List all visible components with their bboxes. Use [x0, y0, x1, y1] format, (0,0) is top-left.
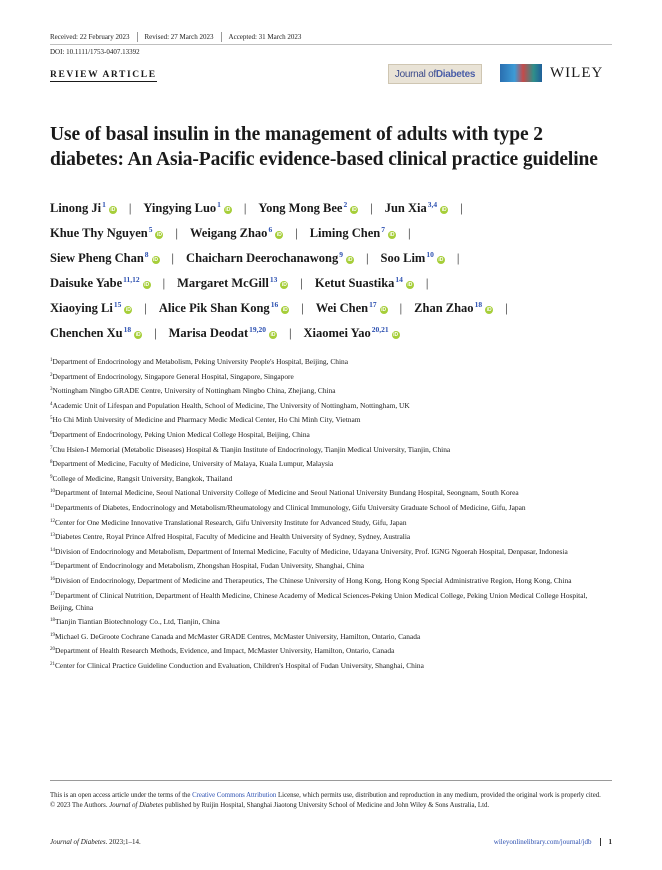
- footer-citation: [50, 838, 141, 846]
- orcid-icon[interactable]: iD: [351, 207, 357, 213]
- author-affiliation-ref[interactable]: 18: [123, 325, 132, 334]
- orcid-icon[interactable]: iD: [276, 232, 282, 238]
- author-name-text: Yingying Luo: [143, 201, 217, 215]
- orcid-icon[interactable]: iD: [125, 307, 131, 313]
- affiliation-number: 12: [50, 518, 55, 524]
- copyright-pre: © 2023 The Authors.: [50, 801, 110, 809]
- journal-logo-text-a: Journal of: [394, 68, 436, 80]
- orcid-icon[interactable]: iD: [282, 307, 288, 313]
- author-separator: |: [171, 251, 175, 265]
- author-separator: |: [456, 251, 460, 265]
- author-separator: |: [366, 251, 369, 265]
- affiliation-item: [50, 472, 612, 485]
- orcid-icon[interactable]: iD: [486, 307, 492, 313]
- accepted-date: Accepted: 31 March 2023: [228, 33, 302, 41]
- affiliation-number: 13: [50, 533, 55, 539]
- author-name-text: Linong Ji: [50, 201, 102, 215]
- footer-right: [494, 838, 612, 846]
- orcid-icon[interactable]: iD: [441, 207, 447, 213]
- author-name-text: Siew Pheng Chan: [50, 251, 144, 265]
- author-affiliation-ref[interactable]: 3,4: [427, 200, 438, 209]
- affiliation-number: 18: [50, 618, 55, 624]
- author-affiliation-ref[interactable]: 7: [381, 225, 385, 234]
- affiliation-number: 8: [50, 460, 53, 466]
- author-name-text: Soo Lim: [380, 251, 426, 265]
- author-name[interactable]: [381, 251, 445, 265]
- author-affiliation-ref[interactable]: 5: [148, 225, 153, 234]
- author-name-text: Chaicharn Deerochanawong: [186, 251, 339, 265]
- affiliation-item: [50, 545, 612, 558]
- license-text: [50, 791, 612, 801]
- affiliation-item: [50, 516, 612, 529]
- affiliation-number: 21: [50, 661, 55, 667]
- affiliation-text: Department of Health Research Methods, Evidence, and Impact, McMaster University, Hamilton, Ontario, Canada: [55, 646, 395, 656]
- affiliation-item: [50, 574, 612, 587]
- author-name[interactable]: [315, 276, 414, 290]
- author-affiliation-ref[interactable]: 6: [268, 225, 273, 234]
- author-affiliation-ref[interactable]: 9: [339, 250, 344, 259]
- author-separator: |: [295, 226, 298, 240]
- journal-logo: [388, 64, 482, 84]
- author-name[interactable]: [50, 201, 117, 215]
- affiliation-text: Tianjin Tiantian Biotechnology Co., Ltd, Tianjin, China: [55, 617, 220, 627]
- affiliation-list: [50, 355, 612, 672]
- article-type: REVIEW ARTICLE: [50, 70, 157, 80]
- author-list: [50, 194, 612, 344]
- author-name[interactable]: [304, 326, 400, 340]
- copyright-text: [50, 801, 612, 811]
- author-separator: |: [288, 326, 292, 340]
- author-affiliation-ref[interactable]: 11,12: [123, 275, 140, 284]
- author-name-text: Xiaoying Li: [50, 301, 113, 315]
- author-name-text: Chenchen Xu: [50, 326, 123, 340]
- author-affiliation-ref[interactable]: 14: [395, 275, 403, 284]
- affiliation-text: Center for One Medicine Innovative Translational Research, Gifu University Institute for Advanced Study, Gifu, Japan: [55, 517, 407, 527]
- affiliation-text: Center for Clinical Practice Guideline Conduction and Evaluation, Children's Hospital of Fudan University, Shanghai, China: [55, 660, 424, 670]
- author-name-text: Alice Pik Shan Kong: [158, 301, 270, 315]
- author-affiliation-ref[interactable]: 20,21: [371, 325, 389, 334]
- author-name-text: Xiaomei Yao: [303, 326, 371, 340]
- license-notice: [50, 780, 612, 810]
- affiliation-number: 6: [50, 430, 53, 436]
- author-separator: |: [460, 201, 463, 215]
- license-link[interactable]: Creative Commons Attribution: [192, 792, 277, 799]
- affiliation-number: 9: [50, 474, 53, 480]
- author-name[interactable]: [50, 326, 142, 340]
- affiliation-text: Department of Medicine, Faculty of Medicine, University of Malaya, Kuala Lumpur, Malaysia: [52, 459, 334, 469]
- author-name[interactable]: [316, 301, 388, 315]
- orcid-icon[interactable]: iD: [156, 232, 162, 238]
- author-separator: |: [370, 201, 373, 215]
- article-page: [50, 30, 612, 673]
- author-name[interactable]: [143, 201, 232, 215]
- affiliation-text: Nottingham Ningbo GRADE Centre, University of Nottingham Ningbo China, Zhejiang, China: [52, 386, 336, 396]
- author-affiliation-ref[interactable]: 1: [102, 200, 106, 209]
- affiliation-number: 15: [50, 562, 55, 568]
- copyright-post: published by Ruijin Hospital, Shanghai Jiaotong University School of Medicine and John Wiley & Sons Australia, Ltd.: [163, 801, 490, 809]
- affiliation-item: [50, 457, 612, 470]
- author-name[interactable]: [177, 276, 288, 290]
- affiliation-item: [50, 559, 612, 572]
- author-separator: |: [505, 301, 508, 315]
- author-name[interactable]: [385, 201, 448, 215]
- author-name-text: Margaret McGill: [177, 276, 269, 290]
- author-separator: |: [407, 226, 411, 240]
- author-separator: |: [128, 201, 132, 215]
- author-name-text: Yong Mong Bee: [258, 201, 343, 215]
- affiliation-text: Department of Endocrinology and Metabolism, Peking University People's Hospital, Beijing, China: [52, 357, 348, 366]
- affiliation-number: 10: [50, 489, 55, 495]
- affiliation-item: [50, 530, 612, 543]
- orcid-icon[interactable]: iD: [347, 257, 353, 263]
- author-name-text: Khue Thy Nguyen: [50, 226, 148, 240]
- affiliation-text: Department of Clinical Nutrition, Department of Health Medicine, Chinese Academy of Medical Sciences-Peking Union Medical College, Peking Union Medical College Hospital, Beijing, China: [50, 590, 588, 612]
- affiliation-item: [50, 486, 612, 499]
- affiliation-number: 4: [50, 401, 53, 407]
- author-separator: |: [300, 276, 303, 290]
- author-affiliation-ref[interactable]: 1: [217, 200, 221, 209]
- affiliation-item: [50, 615, 612, 628]
- author-separator: |: [425, 276, 429, 290]
- author-name[interactable]: [50, 251, 160, 265]
- affiliation-number: 2: [50, 372, 53, 378]
- affiliation-item: [50, 443, 612, 456]
- license-post: License, which permits use, distribution and reproduction in any medium, provided the original work is properly cited.: [276, 792, 601, 799]
- affiliation-text: Michael G. DeGroote Cochrane Canada and McMaster GRADE Centres, McMaster University, Hamilton, Ontario, Canada: [55, 631, 421, 641]
- author-affiliation-ref[interactable]: 8: [144, 250, 149, 259]
- author-name-text: Daisuke Yabe: [50, 276, 123, 290]
- author-name-text: Ketut Suastika: [314, 276, 395, 290]
- author-affiliation-ref[interactable]: 17: [369, 300, 377, 309]
- author-name[interactable]: [258, 201, 358, 215]
- affiliation-number: 19: [50, 632, 55, 638]
- orcid-icon[interactable]: iD: [144, 282, 150, 288]
- affiliation-text: Division of Endocrinology, Department of Medicine and Therapeutics, The Chinese University of Hong Kong, Hong Kong Special Administrative Region, Hong Kong, China: [55, 575, 572, 585]
- author-name[interactable]: [169, 326, 277, 340]
- orcid-icon[interactable]: iD: [225, 207, 231, 213]
- affiliation-item: [50, 384, 612, 397]
- author-name[interactable]: [159, 301, 289, 315]
- orcid-icon[interactable]: iD: [281, 282, 287, 288]
- author-name[interactable]: [50, 276, 151, 290]
- affiliation-item: [50, 399, 612, 412]
- author-name-text: Liming Chen: [309, 226, 381, 240]
- affiliation-item: [50, 428, 612, 441]
- affiliation-item: [50, 355, 612, 368]
- orcid-icon[interactable]: iD: [407, 282, 413, 288]
- author-separator: |: [162, 276, 166, 290]
- orcid-icon[interactable]: iD: [110, 207, 116, 213]
- journal-logo-text-b: Diabetes: [435, 68, 476, 80]
- orcid-icon[interactable]: iD: [135, 332, 141, 338]
- author-separator: |: [175, 226, 178, 240]
- author-name-text: Marisa Deodat: [168, 326, 249, 340]
- article-title: Use of basal insulin in the management of adults with type 2 diabetes: An Asia-Pacific evidence-based clinical practice guideline: [50, 124, 598, 170]
- affiliation-text: Division of Endocrinology and Metabolism, Department of Internal Medicine, Faculty of Medicine, Udayana University, Prof. IGNG Ngoerah Hospital, Denpasar, Indonesia: [55, 546, 568, 556]
- page-number: 1: [600, 838, 613, 846]
- page-footer: [50, 838, 612, 846]
- author-name[interactable]: [50, 226, 163, 240]
- affiliation-text: Department of Endocrinology, Singapore General Hospital, Singapore, Singapore: [52, 371, 294, 381]
- journal-url-link[interactable]: wileyonlinelibrary.com/journal/jdb: [493, 838, 592, 846]
- affiliation-text: Chu Hsien-I Memorial (Metabolic Diseases) Hospital & Tianjin Institute of Endocrinology, Tianjin Medical University, Tianjin, China: [52, 444, 451, 454]
- author-name-text: Zhan Zhao: [414, 301, 474, 315]
- author-affiliation-ref[interactable]: 18: [474, 300, 483, 309]
- author-affiliation-ref[interactable]: 13: [269, 275, 278, 284]
- affiliation-number: 14: [50, 547, 55, 553]
- author-separator: |: [243, 201, 247, 215]
- author-name[interactable]: [414, 301, 493, 315]
- author-name-text: Jun Xia: [384, 201, 427, 215]
- author-affiliation-ref[interactable]: 16: [270, 300, 279, 309]
- affiliation-item: [50, 659, 612, 672]
- article-history: [50, 30, 612, 45]
- affiliation-text: Department of Endocrinology and Metabolism, Zhongshan Hospital, Fudan University, Shanghai, China: [55, 561, 365, 571]
- affiliation-number: 20: [50, 647, 55, 653]
- author-separator: |: [301, 301, 304, 315]
- copyright-journal: Journal of Diabetes: [109, 801, 164, 809]
- author-name[interactable]: [186, 251, 354, 265]
- received-date: Received: 22 February 2023: [50, 32, 138, 42]
- author-separator: |: [154, 326, 157, 340]
- author-separator: |: [144, 301, 147, 315]
- footer-citation-text: . 2023;1–14.: [105, 838, 141, 846]
- affiliation-number: 5: [50, 416, 53, 422]
- affiliation-number: 7: [50, 445, 53, 451]
- affiliation-item: [50, 501, 612, 514]
- orcid-icon[interactable]: iD: [153, 257, 159, 263]
- orcid-icon[interactable]: iD: [438, 257, 444, 263]
- affiliation-number: 3: [50, 387, 53, 393]
- affiliation-number: 11: [50, 503, 55, 509]
- affiliation-text: Academic Unit of Lifespan and Population Health, School of Medicine, The University of Nottingham, Nottingham, UK: [52, 400, 410, 410]
- license-pre: This is an open access article under the terms of the: [50, 792, 193, 799]
- affiliation-text: College of Medicine, Rangsit University, Bangkok, Thailand: [52, 473, 233, 483]
- affiliation-item: [50, 589, 612, 614]
- publisher-logo: WILEY: [550, 65, 604, 81]
- affiliation-text: Department of Internal Medicine, Seoul National University College of Medicine and Seoul National University Bundang Hospital, Seongnam, South Korea: [55, 488, 519, 498]
- author-affiliation-ref[interactable]: 2: [343, 200, 348, 209]
- affiliation-text: Diabetes Centre, Royal Prince Alfred Hospital, Faculty of Medicine and Health University of Sydney, Sydney, Australia: [55, 532, 411, 542]
- affiliation-item: [50, 370, 612, 383]
- author-name[interactable]: [310, 226, 396, 240]
- revised-date: Revised: 27 March 2023: [138, 32, 222, 42]
- affiliation-number: 16: [50, 576, 55, 582]
- masthead: [50, 64, 612, 88]
- journal-cover-image: [500, 64, 542, 82]
- orcid-icon[interactable]: iD: [381, 307, 387, 313]
- orcid-icon[interactable]: iD: [393, 332, 399, 338]
- orcid-icon[interactable]: iD: [270, 332, 276, 338]
- author-affiliation-ref[interactable]: 19,20: [249, 325, 266, 334]
- affiliation-item: [50, 413, 612, 426]
- affiliation-text: Department of Endocrinology, Peking Union Medical College Hospital, Beijing, China: [52, 429, 310, 439]
- footer-journal: Journal of Diabetes: [50, 838, 106, 846]
- author-name-text: Wei Chen: [315, 301, 369, 315]
- author-name[interactable]: [190, 226, 283, 240]
- affiliation-item: [50, 644, 612, 657]
- affiliation-text: Departments of Diabetes, Endocrinology and Metabolism/Rheumatology and Clinical Immunology, Gifu University Graduate School of Medicine, Gifu, Japan: [54, 502, 526, 512]
- author-name[interactable]: [50, 301, 132, 315]
- affiliation-number: 17: [50, 591, 55, 597]
- orcid-icon[interactable]: iD: [389, 232, 395, 238]
- affiliation-number: 1: [50, 358, 53, 363]
- author-affiliation-ref[interactable]: 15: [113, 300, 122, 309]
- author-name-text: Weigang Zhao: [189, 226, 268, 240]
- affiliation-item: [50, 630, 612, 643]
- author-affiliation-ref[interactable]: 10: [426, 250, 434, 259]
- author-separator: |: [399, 301, 403, 315]
- affiliation-text: Ho Chi Minh University of Medicine and Pharmacy Medic Medical Center, Ho Chi Minh City, Vietnam: [52, 415, 361, 425]
- doi[interactable]: DOI: 10.1111/1753-0407.13392: [50, 48, 140, 56]
